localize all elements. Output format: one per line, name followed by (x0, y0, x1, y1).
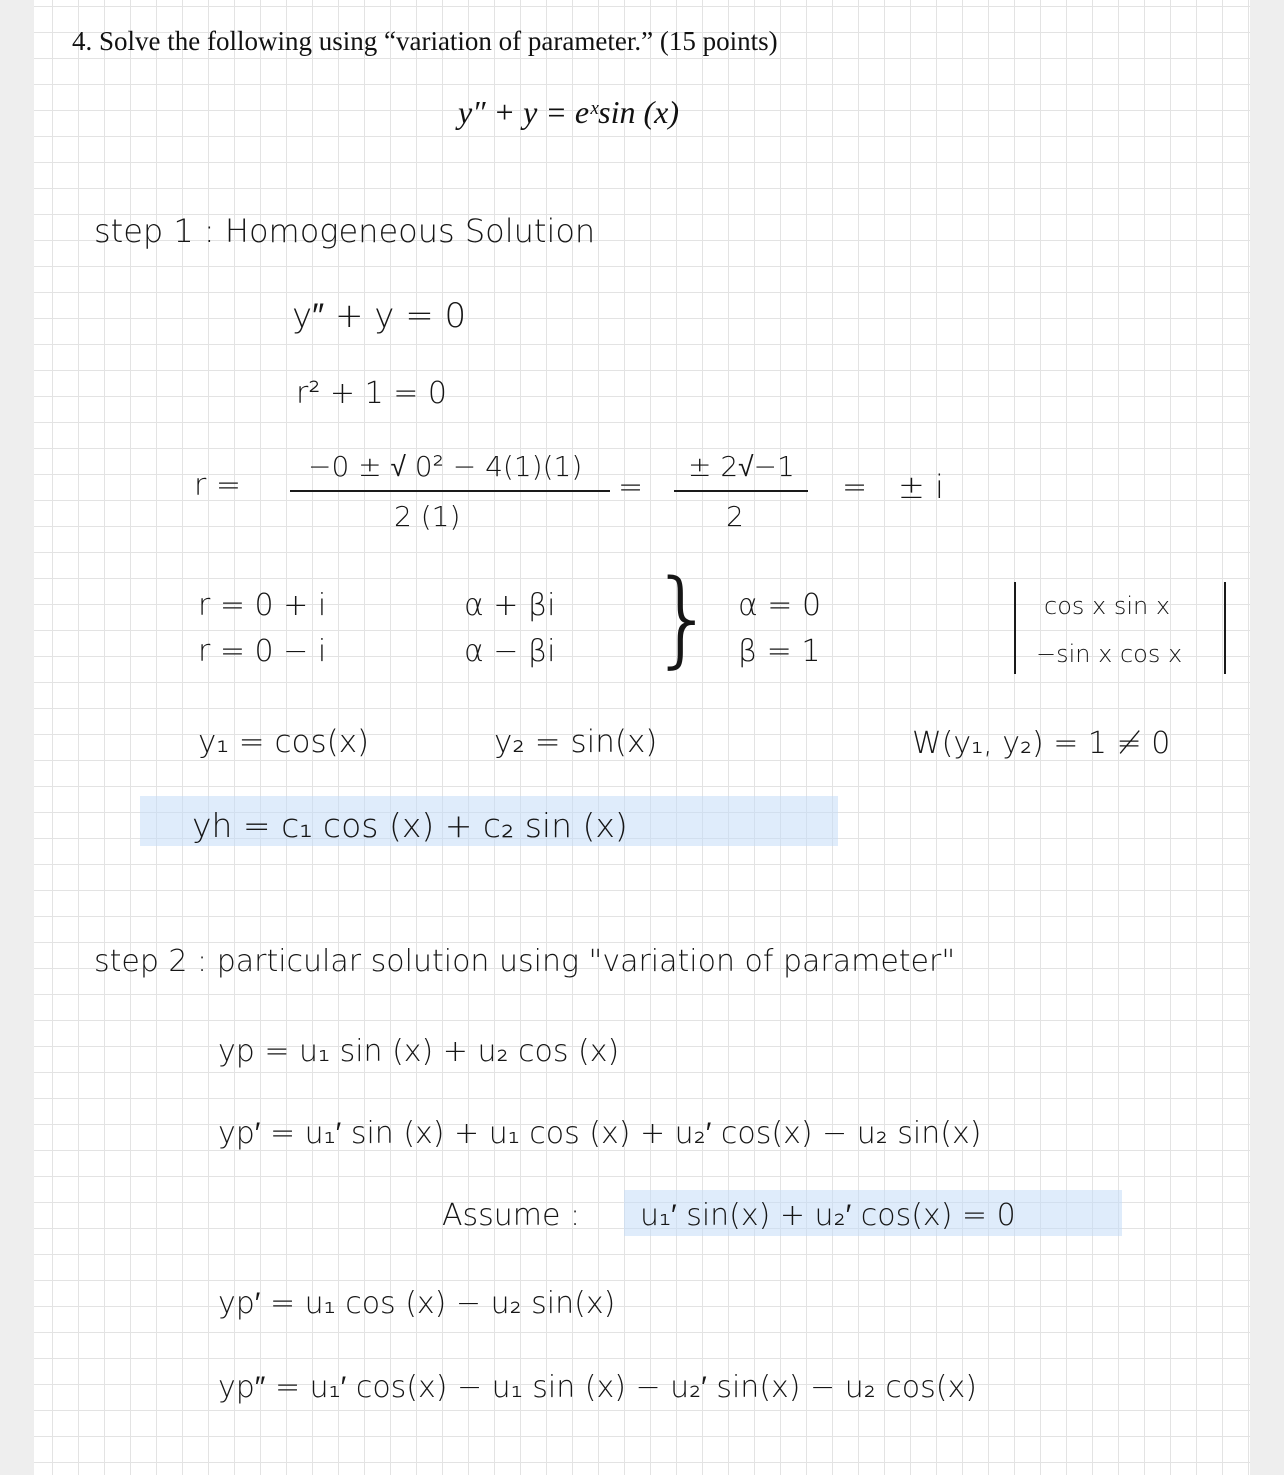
problem-equation: y″ + y = eˣsin (x) (458, 94, 680, 130)
right-brace: } (650, 557, 717, 679)
alpha-value: α = 0 (738, 588, 822, 623)
alpha-beta-1: α + βi (464, 588, 556, 623)
root-2: r = 0 − i (198, 634, 327, 669)
yp-second-derivative: yp″ = u₁′ cos(x) − u₁ sin (x) − u₂′ sin(x) − u₂ cos(x) (218, 1370, 977, 1405)
yp-definition: yp = u₁ sin (x) + u₂ cos (x) (218, 1034, 620, 1069)
yp-first-derivative-simplified: yp′ = u₁ cos (x) − u₂ sin(x) (218, 1286, 616, 1321)
homogeneous-equation: y″ + y = 0 (292, 296, 467, 336)
alpha-beta-2: α − βi (464, 634, 556, 669)
wronskian-value: W(y₁, y₂) = 1 ≠ 0 (912, 726, 1171, 761)
quadratic2-numerator: ± 2√−1 (688, 450, 795, 483)
quadratic2-fraction-bar (674, 490, 808, 492)
equals-sign-2: = (842, 470, 868, 505)
step1-title: step 1 : Homogeneous Solution (94, 212, 596, 250)
page-edge-left (0, 0, 34, 1475)
wronskian-row-1: cos x sin x (1044, 592, 1171, 620)
quadratic-fraction-bar (290, 490, 610, 492)
equals-sign-1: = (618, 470, 644, 505)
characteristic-equation: r² + 1 = 0 (296, 376, 447, 411)
wronskian-left-bar (1014, 582, 1016, 674)
r-label: r = (194, 468, 242, 503)
assume-equation: u₁′ sin(x) + u₂′ cos(x) = 0 (640, 1198, 1016, 1233)
quadratic-numerator: −0 ± √ 0² − 4(1)(1) (308, 450, 583, 483)
problem-heading: 4. Solve the following using “variation of parameter.” (15 points) (72, 26, 778, 56)
root-1: r = 0 + i (198, 588, 327, 623)
wronskian-row-2: −sin x cos x (1036, 640, 1183, 668)
quadratic2-denominator: 2 (726, 500, 744, 533)
step2-title: step 2 : particular solution using "variation of parameter" (94, 944, 956, 979)
y2-solution: y₂ = sin(x) (494, 724, 658, 760)
wronskian-right-bar (1224, 582, 1226, 674)
y1-solution: y₁ = cos(x) (198, 724, 370, 760)
page-edge-right (1250, 0, 1284, 1475)
quadratic-denominator: 2 (1) (394, 500, 461, 533)
roots-result: ± i (898, 468, 944, 506)
yp-first-derivative: yp′ = u₁′ sin (x) + u₁ cos (x) + u₂′ cos(x) − u₂ sin(x) (218, 1116, 982, 1151)
beta-value: β = 1 (738, 634, 821, 669)
homogeneous-solution: yh = c₁ cos (x) + c₂ sin (x) (192, 806, 628, 845)
assume-label: Assume : (442, 1198, 581, 1233)
